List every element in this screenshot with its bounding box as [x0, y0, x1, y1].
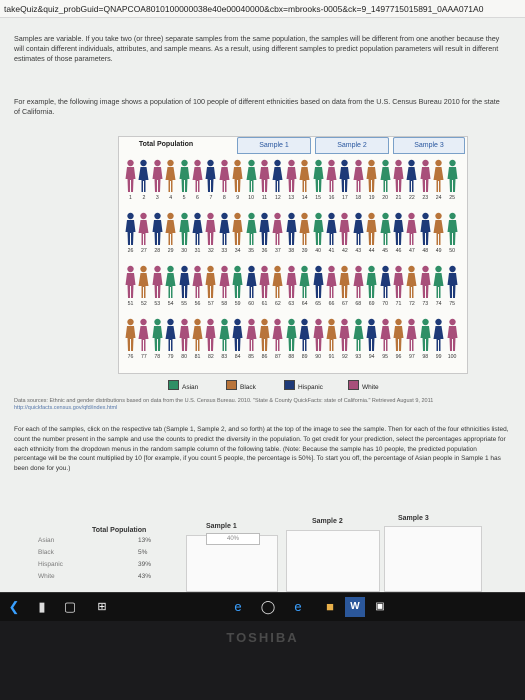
person-figure-98: [420, 318, 431, 352]
windows-taskbar: [0, 592, 525, 621]
person-number-10: 10: [248, 195, 254, 201]
intro-paragraph-1: Samples are variable. If you take two (or three) separate samples from the same population, the samples will be different from one another because they will contain different individuals, attributes, and sample means. As a result, using different samples to predict population parameters will result in different estimates of those parameters.: [14, 34, 500, 63]
total-black-value: 5%: [138, 549, 148, 556]
person-number-96: 96: [395, 354, 402, 360]
back-arrow-icon[interactable]: ❮: [8, 599, 20, 614]
data-source-link[interactable]: http://quickfacts.census.gov/qfd/index.html: [14, 405, 118, 411]
person-figure-19: [366, 159, 377, 193]
person-figure-47: [406, 212, 417, 246]
data-source-note: Data sources: Ethnic and gender distributions based on data from the U.S. Census Bureau. 2010. "State & County QuickFacts: state of California." Retrieved August 9, 2011: [14, 398, 434, 404]
person-figure-7: [205, 159, 216, 193]
person-number-9: 9: [236, 195, 240, 201]
person-figure-24: [433, 159, 444, 193]
person-number-80: 80: [181, 354, 187, 360]
person-number-34: 34: [234, 248, 241, 254]
person-figure-50: [447, 212, 458, 246]
person-number-59: 59: [234, 301, 241, 307]
header-total-population: Total Population: [92, 527, 147, 534]
person-figure-45: [380, 212, 391, 246]
person-number-73: 73: [422, 301, 429, 307]
person-figure-1: [125, 159, 136, 193]
person-number-8: 8: [222, 195, 226, 201]
store-app-icon[interactable]: ▣: [375, 601, 385, 612]
person-figure-76: [125, 318, 136, 352]
tab-sample-3[interactable]: Sample 3: [393, 137, 465, 154]
person-number-60: 60: [248, 301, 254, 307]
person-figure-12: [272, 159, 283, 193]
person-figure-36: [259, 212, 270, 246]
address-bar[interactable]: takeQuiz&quiz_probGuid=QNAPCOA8010100000038e40e00040000&cbx=mbrooks-0005&ck=9_1497715015891_0AAA071A0: [0, 0, 525, 18]
people-row-1: [123, 159, 463, 209]
person-figure-9: [232, 159, 243, 193]
prediction-table: [16, 510, 506, 590]
file-explorer-icon[interactable]: ■: [326, 599, 334, 614]
person-number-47: 47: [409, 248, 415, 254]
person-number-88: 88: [288, 354, 295, 360]
person-number-11: 11: [261, 195, 268, 201]
people-row-2: [123, 212, 463, 262]
person-figure-70: [380, 265, 391, 299]
person-number-97: 97: [409, 354, 415, 360]
person-number-29: 29: [167, 248, 174, 254]
person-figure-23: [420, 159, 431, 193]
person-number-28: 28: [154, 248, 161, 254]
person-number-35: 35: [248, 248, 254, 254]
person-figure-66: [326, 265, 337, 299]
person-figure-42: [339, 212, 350, 246]
header-sample-2: Sample 2: [312, 518, 343, 525]
person-figure-69: [366, 265, 377, 299]
person-number-70: 70: [382, 301, 388, 307]
person-number-69: 69: [368, 301, 375, 307]
person-figure-39: [299, 212, 310, 246]
person-number-78: 78: [154, 354, 161, 360]
people-row-3: [123, 265, 463, 315]
ie-browser-icon[interactable]: e: [294, 599, 302, 614]
person-number-37: 37: [275, 248, 281, 254]
person-figure-22: [406, 159, 417, 193]
person-figure-4: [165, 159, 176, 193]
person-number-45: 45: [382, 248, 388, 254]
person-number-39: 39: [301, 248, 308, 254]
person-figure-48: [420, 212, 431, 246]
legend-black: [226, 380, 256, 392]
person-figure-85: [246, 318, 257, 352]
sample-2-column: [286, 530, 380, 592]
person-number-3: 3: [155, 195, 159, 201]
person-number-27: 27: [141, 248, 147, 254]
task-view-icon[interactable]: ▢: [63, 599, 77, 614]
person-number-21: 21: [395, 195, 402, 201]
person-figure-38: [286, 212, 297, 246]
person-number-50: 50: [449, 248, 455, 254]
person-figure-97: [406, 318, 417, 352]
person-number-7: 7: [209, 195, 213, 201]
person-figure-20: [380, 159, 391, 193]
person-number-76: 76: [127, 354, 134, 360]
person-number-44: 44: [368, 248, 375, 254]
person-figure-53: [152, 265, 163, 299]
person-number-12: 12: [275, 195, 281, 201]
person-number-53: 53: [154, 301, 161, 307]
windows-start-icon[interactable]: ⊞: [97, 601, 107, 613]
person-figure-26: [125, 212, 136, 246]
person-figure-86: [259, 318, 270, 352]
person-figure-77: [138, 318, 149, 352]
person-number-14: 14: [301, 195, 308, 201]
person-number-91: 91: [328, 354, 335, 360]
person-number-86: 86: [261, 354, 268, 360]
person-figure-25: [447, 159, 458, 193]
person-figure-41: [326, 212, 337, 246]
person-figure-58: [219, 265, 230, 299]
person-figure-18: [353, 159, 364, 193]
person-figure-88: [286, 318, 297, 352]
legend-swatch-asian: [168, 380, 179, 390]
person-figure-89: [299, 318, 310, 352]
intro-paragraph-2: For example, the following image shows a population of 100 people of different ethnicities based on data from the U.S. Census Bureau 2010 for the state of California.: [14, 97, 500, 116]
person-figure-72: [406, 265, 417, 299]
legend-swatch-hispanic: [284, 380, 295, 390]
person-number-75: 75: [449, 301, 455, 307]
person-figure-62: [272, 265, 283, 299]
chrome-browser-icon[interactable]: ◯: [260, 599, 276, 614]
person-figure-79: [165, 318, 176, 352]
person-figure-2: [138, 159, 149, 193]
person-figure-57: [205, 265, 216, 299]
total-asian-value: 13%: [138, 537, 152, 544]
person-figure-31: [192, 212, 203, 246]
person-figure-52: [138, 265, 149, 299]
person-number-100: 100: [447, 354, 457, 360]
person-figure-14: [299, 159, 310, 193]
person-figure-54: [165, 265, 176, 299]
person-figure-90: [313, 318, 324, 352]
person-number-66: 66: [328, 301, 335, 307]
person-figure-67: [339, 265, 350, 299]
person-number-61: 61: [261, 301, 268, 307]
legend-hispanic: [284, 380, 323, 392]
person-number-25: 25: [449, 195, 455, 201]
person-figure-94: [366, 318, 377, 352]
person-number-32: 32: [208, 248, 214, 254]
person-number-89: 89: [301, 354, 308, 360]
person-number-23: 23: [422, 195, 429, 201]
person-figure-30: [179, 212, 190, 246]
person-figure-28: [152, 212, 163, 246]
person-figure-84: [232, 318, 243, 352]
person-figure-15: [313, 159, 324, 193]
person-figure-32: [205, 212, 216, 246]
person-number-52: 52: [141, 301, 147, 307]
person-number-40: 40: [315, 248, 321, 254]
person-number-13: 13: [288, 195, 295, 201]
person-figure-37: [272, 212, 283, 246]
person-number-15: 15: [315, 195, 321, 201]
legend-label-hispanic: Hispanic: [298, 384, 323, 391]
legend-white: [348, 380, 379, 392]
person-number-55: 55: [181, 301, 187, 307]
person-figure-56: [192, 265, 203, 299]
person-figure-8: [219, 159, 230, 193]
population-image: [118, 136, 468, 374]
person-number-79: 79: [167, 354, 174, 360]
legend-label-asian: Asian: [182, 384, 199, 391]
person-figure-11: [259, 159, 270, 193]
person-figure-91: [326, 318, 337, 352]
person-figure-35: [246, 212, 257, 246]
person-figure-81: [192, 318, 203, 352]
tab-sample-1[interactable]: Sample 1: [237, 137, 311, 154]
row-label-asian: Asian: [38, 537, 55, 544]
person-figure-33: [219, 212, 230, 246]
person-figure-46: [393, 212, 404, 246]
instructions-text: For each of the samples, click on the respective tab (Sample 1, Sample 2, and so forth) at the top of the image to see the sample. Then for each of the four ethnicities listed, count the number present in the sample and use the counts to predict the diversity in the population. To get credit for your prediction, select the percentages appropriate for each ethnicity from the dropdown menus in the random sample column of the following table. (Note: Because the sample has 10 people, the predicted population percentage will be the count multiplied by 10 [for example, if you count 5 people, the percentage is 50%]. To start you off, the percentage of Asian people in Sample 1 has been done for you.): [14, 426, 509, 473]
person-number-18: 18: [355, 195, 362, 201]
person-number-1: 1: [129, 195, 132, 201]
person-figure-71: [393, 265, 404, 299]
person-figure-99: [433, 318, 444, 352]
person-figure-6: [192, 159, 203, 193]
person-number-58: 58: [221, 301, 228, 307]
person-figure-65: [313, 265, 324, 299]
person-number-77: 77: [141, 354, 147, 360]
person-number-5: 5: [182, 195, 186, 201]
sample-3-column: [384, 526, 482, 592]
header-sample-3: Sample 3: [398, 515, 429, 522]
person-number-93: 93: [355, 354, 362, 360]
person-number-81: 81: [194, 354, 201, 360]
person-number-98: 98: [422, 354, 429, 360]
tab-total-population[interactable]: Total Population: [138, 141, 194, 148]
person-number-72: 72: [409, 301, 415, 307]
word-app-icon[interactable]: W: [345, 597, 365, 617]
person-figure-21: [393, 159, 404, 193]
person-number-22: 22: [409, 195, 415, 201]
person-number-49: 49: [435, 248, 442, 254]
person-number-94: 94: [368, 354, 375, 360]
person-number-2: 2: [142, 195, 146, 201]
person-number-64: 64: [301, 301, 308, 307]
person-figure-17: [339, 159, 350, 193]
person-figure-92: [339, 318, 350, 352]
tablet-mode-icon[interactable]: ▮: [38, 599, 46, 614]
person-figure-29: [165, 212, 176, 246]
person-figure-96: [393, 318, 404, 352]
person-figure-55: [179, 265, 190, 299]
person-figure-100: [447, 318, 458, 352]
sample-tabs: [119, 137, 467, 154]
person-figure-78: [152, 318, 163, 352]
sample-1-asian-dropdown[interactable]: 40%: [206, 533, 260, 545]
person-number-4: 4: [169, 195, 173, 201]
person-figure-51: [125, 265, 136, 299]
person-figure-64: [299, 265, 310, 299]
person-number-65: 65: [315, 301, 321, 307]
person-number-82: 82: [208, 354, 214, 360]
person-figure-95: [380, 318, 391, 352]
person-figure-49: [433, 212, 444, 246]
tab-sample-2[interactable]: Sample 2: [315, 137, 389, 154]
person-number-62: 62: [275, 301, 281, 307]
legend-swatch-black: [226, 380, 237, 390]
person-figure-40: [313, 212, 324, 246]
person-number-41: 41: [328, 248, 335, 254]
person-figure-63: [286, 265, 297, 299]
person-number-19: 19: [368, 195, 375, 201]
header-sample-1: Sample 1: [206, 523, 237, 530]
total-hispanic-value: 39%: [138, 561, 152, 568]
row-label-white: White: [38, 573, 55, 580]
person-figure-13: [286, 159, 297, 193]
total-white-value: 43%: [138, 573, 152, 580]
person-number-95: 95: [382, 354, 388, 360]
person-number-99: 99: [435, 354, 442, 360]
person-number-30: 30: [181, 248, 187, 254]
person-number-6: 6: [196, 195, 199, 201]
person-number-48: 48: [422, 248, 429, 254]
person-number-17: 17: [342, 195, 348, 201]
person-figure-16: [326, 159, 337, 193]
person-figure-3: [152, 159, 163, 193]
legend-asian: [168, 380, 198, 392]
person-figure-44: [366, 212, 377, 246]
person-number-43: 43: [355, 248, 362, 254]
person-figure-73: [420, 265, 431, 299]
edge-browser-icon[interactable]: e: [234, 599, 242, 614]
legend-label-white: White: [362, 384, 379, 391]
person-number-56: 56: [194, 301, 201, 307]
person-figure-34: [232, 212, 243, 246]
row-label-black: Black: [38, 549, 54, 556]
person-number-74: 74: [435, 301, 442, 307]
person-number-83: 83: [221, 354, 228, 360]
person-number-84: 84: [234, 354, 241, 360]
person-number-68: 68: [355, 301, 362, 307]
person-number-33: 33: [221, 248, 228, 254]
person-number-85: 85: [248, 354, 254, 360]
person-number-16: 16: [328, 195, 335, 201]
person-number-51: 51: [127, 301, 134, 307]
person-figure-83: [219, 318, 230, 352]
person-number-31: 31: [194, 248, 201, 254]
person-number-63: 63: [288, 301, 295, 307]
person-number-54: 54: [167, 301, 174, 307]
people-row-4: [123, 318, 463, 368]
person-figure-87: [272, 318, 283, 352]
person-figure-59: [232, 265, 243, 299]
person-number-24: 24: [435, 195, 442, 201]
person-number-26: 26: [127, 248, 134, 254]
person-number-67: 67: [342, 301, 348, 307]
legend-swatch-white: [348, 380, 359, 390]
person-number-38: 38: [288, 248, 295, 254]
person-number-71: 71: [395, 301, 402, 307]
ethnicity-legend: [168, 380, 408, 392]
person-figure-60: [246, 265, 257, 299]
person-number-42: 42: [342, 248, 348, 254]
person-figure-27: [138, 212, 149, 246]
person-figure-74: [433, 265, 444, 299]
person-figure-80: [179, 318, 190, 352]
person-figure-68: [353, 265, 364, 299]
person-number-92: 92: [342, 354, 348, 360]
laptop-brand-logo: TOSHIBA: [226, 630, 299, 645]
row-label-hispanic: Hispanic: [38, 561, 63, 568]
person-figure-43: [353, 212, 364, 246]
person-figure-93: [353, 318, 364, 352]
person-figure-82: [205, 318, 216, 352]
legend-label-black: Black: [240, 384, 256, 391]
person-number-36: 36: [261, 248, 268, 254]
person-figure-5: [179, 159, 190, 193]
person-number-87: 87: [275, 354, 281, 360]
person-number-90: 90: [315, 354, 321, 360]
person-number-46: 46: [395, 248, 402, 254]
person-figure-10: [246, 159, 257, 193]
person-figure-75: [447, 265, 458, 299]
person-figure-61: [259, 265, 270, 299]
person-number-57: 57: [208, 301, 214, 307]
person-number-20: 20: [382, 195, 388, 201]
